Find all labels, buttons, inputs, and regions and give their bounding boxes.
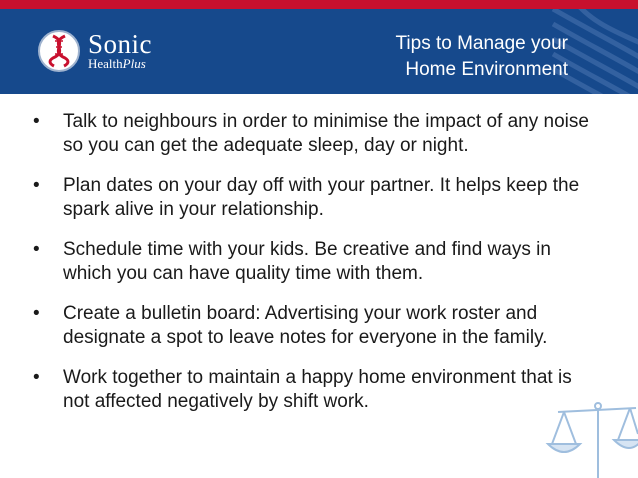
list-item	[33, 238, 593, 286]
list-item	[33, 110, 593, 158]
bullet-point: •	[33, 367, 40, 388]
balance-scales-icon	[538, 398, 638, 478]
bullet-text: Schedule time with your kids. Be creative and find ways in which you can have quality time with them.	[63, 239, 551, 284]
title-line-1: Tips to Manage your	[395, 33, 568, 54]
top-red-stripe	[0, 0, 638, 9]
bullet-point: •	[33, 303, 40, 324]
bullet-text: Work together to maintain a happy home environment that is not affected negatively by shift work.	[63, 367, 572, 412]
bullet-point: •	[33, 239, 40, 260]
bullet-text: Talk to neighbours in order to minimise the impact of any noise so you can get the adequate sleep, day or night.	[63, 111, 589, 156]
bullet-point: •	[33, 111, 40, 132]
header-banner	[0, 9, 638, 94]
logo-subtitle: HealthPlus	[88, 56, 146, 71]
dna-logo-icon	[38, 30, 80, 72]
slide-title	[396, 31, 569, 83]
bullet-point: •	[33, 175, 40, 196]
title-line-2: Home Environment	[405, 59, 568, 80]
sonic-healthplus-logo	[38, 30, 152, 72]
list-item	[33, 174, 593, 222]
bullet-text: Create a bulletin board: Advertising your work roster and designate a spot to leave notes for everyone in the family.	[63, 303, 548, 348]
logo-wordmark: Sonic	[88, 29, 153, 59]
list-item	[33, 302, 593, 350]
list-item	[33, 366, 593, 414]
bullet-text: Plan dates on your day off with your partner. It helps keep the spark alive in your relationship.	[63, 175, 580, 220]
bullet-list	[33, 110, 593, 430]
